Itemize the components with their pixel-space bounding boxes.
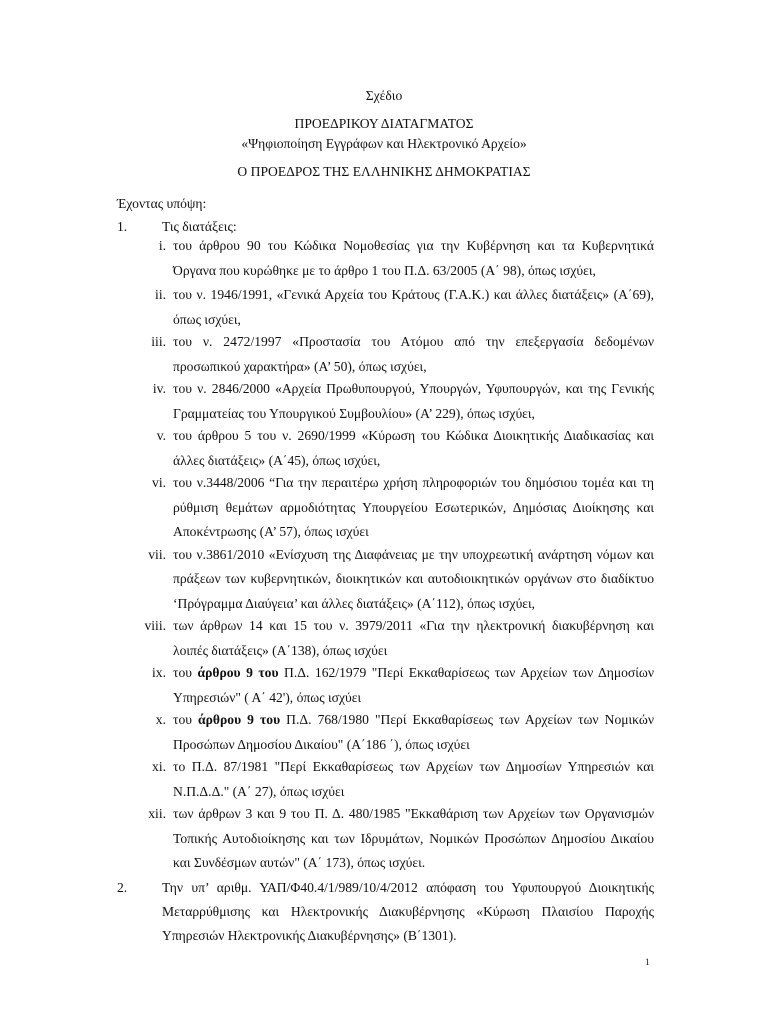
item-text: των άρθρων 3 και 9 του Π. Δ. 480/1985 "Εκκαθάριση των Αρχείων των Οργανισμών Τοπικής Αυτοδιοίκησης και των Ιδρυμάτων, Νομικών Προσώπων Δημοσίου Δικαίου και Συνδέσμων αυτών" (Α΄ 173), όπως ισχύει. (173, 806, 654, 870)
provisions-list (118, 234, 654, 876)
point-1-number: 1. (117, 219, 128, 234)
intro-text: Έχοντας υπόψη: (117, 196, 207, 211)
item-number: iv. (152, 381, 166, 396)
draft-label: Σχέδιο (365, 88, 403, 103)
list-item (118, 614, 654, 663)
item-text: το Π.Δ. 87/1981 "Περί Εκκαθαρίσεως των Αρχείων των Δημοσίων Υπηρεσιών και Ν.Π.Δ.Δ." (Α΄ 27), όπως ισχύει (173, 759, 654, 799)
item-text-pre: του (173, 712, 199, 727)
item-text: του ν.3861/2010 «Ενίσχυση της Διαφάνειας με την υποχρεωτική ανάρτηση νόμων και πράξεων των κυβερνητικών, διοικητικών και αυτοδιοικητικών οργάνων στο διαδίκτυο ‘Πρόγραμμα Διαύγεια’ και άλλες διατάξεις» (Α΄112), όπως ισχύει, (173, 546, 654, 611)
item-text: του ν. 2472/1997 «Προστασία του Ατόμου από την επεξεργασία δεδομένων προσωπικού χαρακτήρα» (Α’ 50), όπως ισχύει, (173, 334, 654, 374)
list-item (118, 543, 654, 617)
decree-subject: «Ψηφιοποίηση Εγγράφων και Ηλεκτρονικό Αρχείο» (241, 136, 527, 151)
item-text (173, 708, 654, 757)
item-text: του άρθρου 5 του ν. 2690/1999 «Κύρωση του Κώδικα Διοικητικής Διαδικασίας και άλλες διατάξεις» (Α΄45), όπως ισχύει, (173, 428, 654, 468)
point-1-text: Τις διατάξεις: (162, 219, 237, 234)
item-number: ix. (152, 665, 166, 680)
item-text-bold: άρθρου 9 του (198, 712, 281, 727)
item-number: xi. (152, 759, 166, 774)
list-item (118, 424, 654, 473)
item-number: vii. (148, 546, 166, 562)
point-2 (117, 876, 654, 948)
list-item (118, 755, 654, 804)
item-number: x. (155, 712, 166, 727)
item-text-bold: άρθρου 9 του (197, 665, 279, 680)
point-2-number: 2. (117, 880, 128, 895)
item-number: iii. (151, 334, 166, 349)
list-item (118, 802, 654, 876)
point-2-text: Την υπ’ αριθμ. ΥΑΠ/Φ40.4/1/989/10/4/2012 απόφαση του Υφυπουργού Διοικητικής Μεταρρύθμισης και Ηλεκτρονικής Διακυβέρνησης «Κύρωση Πλαισίου Παροχής Υπηρεσιών Ηλεκτρονικής Διακυβέρνησης» (Β΄1301). (162, 880, 654, 943)
list-item (118, 471, 654, 545)
item-text-rest: Π.Δ. 768/1980 "Περί Εκκαθαρίσεως των Αρχείων των Νομικών Προσώπων Δημοσίου Δικαίου" (Α΄186 ΄), όπως ισχύει (173, 712, 655, 752)
item-text: του ν.3448/2006 “Για την περαιτέρω χρήση πληροφοριών του δημόσιου τομέα και τη ρύθμιση θεμάτων αρμοδιότητας Υπουργείου Εσωτερικών, Δημόσιας Διοίκησης και Αποκέντρωσης (Α’ 57), όπως ισχύει (173, 475, 654, 539)
item-text: των άρθρων 14 και 15 του ν. 3979/2011 «Για την ηλεκτρονική διακυβέρνηση και λοιπές διατάξεις» (Α΄138), όπως ισχύει (173, 618, 654, 658)
list-item (118, 330, 654, 379)
item-text-pre: του (173, 665, 198, 680)
page-number: 1 (645, 957, 650, 967)
item-number: v. (156, 428, 166, 443)
item-number: ii. (155, 287, 166, 302)
issuer-heading: Ο ΠΡΟΕΔΡΟΣ ΤΗΣ ΕΛΛΗΝΙΚΗΣ ΔΗΜΟΚΡΑΤΙΑΣ (237, 164, 531, 179)
list-item (118, 234, 654, 283)
item-text: του ν. 2846/2000 «Αρχεία Πρωθυπουργού, Υπουργών, Υφυπουργών, και της Γενικής Γραμματείας του Υπουργικού Συμβουλίου» (Α’ 229), όπως ισχύει, (173, 381, 654, 421)
list-item (118, 661, 654, 710)
item-number: vi. (152, 475, 166, 490)
item-text: του άρθρου 90 του Κώδικα Νομοθεσίας για την Κυβέρνηση και τα Κυβερνητικά Όργανα που κυρώθηκε με το άρθρο 1 του Π.Δ. 63/2005 (Α΄ 98), όπως ισχύει, (173, 238, 654, 278)
item-text (173, 661, 654, 710)
item-number: xii. (148, 806, 166, 821)
list-item (118, 283, 654, 332)
item-number: viii. (144, 618, 166, 633)
item-text-rest: Π.Δ. 162/1979 "Περί Εκκαθαρίσεως των Αρχείων των Δημοσίων Υπηρεσιών" ( Α΄ 42'), όπως ισχύει (173, 665, 654, 705)
item-text: του ν. 1946/1991, «Γενικά Αρχεία του Κράτους (Γ.Α.Κ.) και άλλες διατάξεις» (Α΄69), όπως ισχύει, (173, 287, 654, 327)
list-item (118, 708, 654, 757)
item-number: i. (158, 238, 166, 253)
decree-title: ΠΡΟΕΔΡΙΚΟΥ ΔΙΑΤΑΓΜΑΤΟΣ (294, 116, 474, 131)
list-item (118, 377, 654, 426)
